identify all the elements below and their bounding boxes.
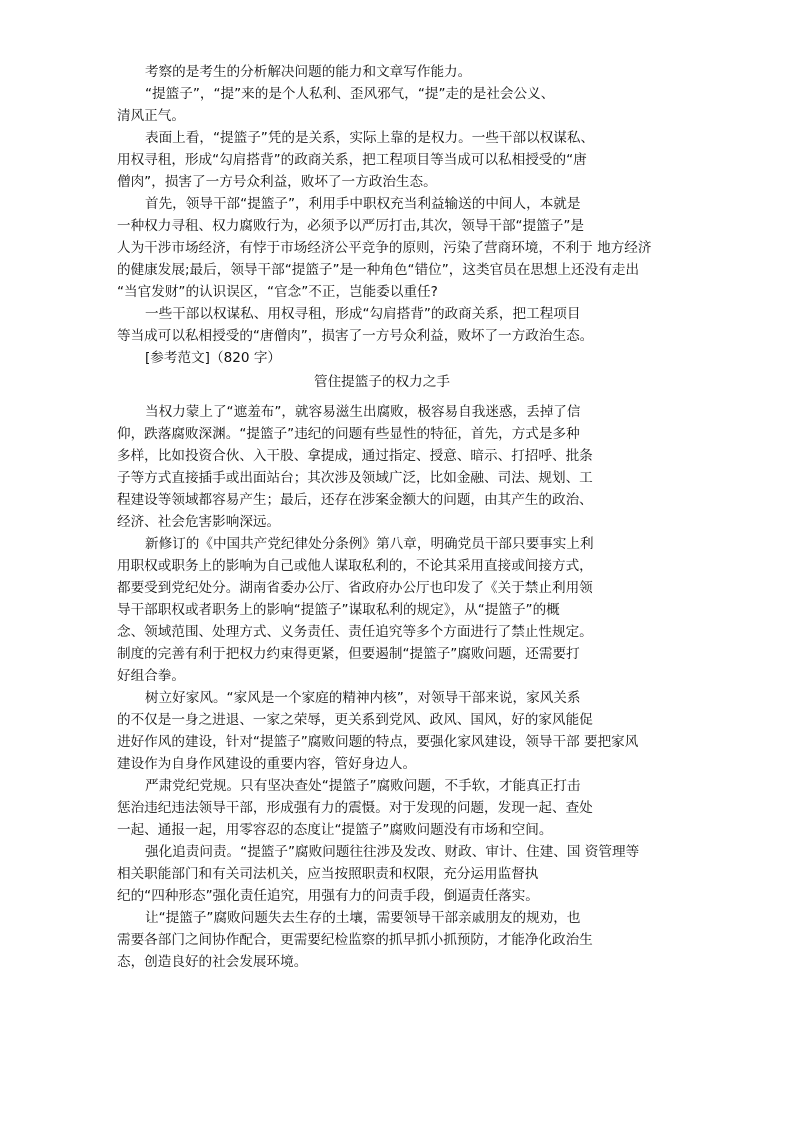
text-line: 子等方式直接插手或出面站台；其次涉及领域广泛，比如金融、司法、规划、工 <box>117 470 593 486</box>
text-line: 首先，领导干部“提篮子”，利用手中职权充当利益输送的中间人，本就是 <box>145 196 581 212</box>
text-line: 态，创造良好的社会发展环境。 <box>117 954 308 970</box>
text-line: 新修订的《中国共产党纪律处分条例》第八章，明确党员干部只要事实上利 <box>145 536 594 552</box>
text-line: 让“提篮子”腐败问题失去生存的土壤，需要领导干部亲戚朋友的规劝，也 <box>145 910 581 926</box>
text-line: 表面上看，“提篮子”凭的是关系，实际上靠的是权力。一些干部以权谋私、 <box>145 130 595 146</box>
text-line: 多样，比如投资合伙、入干股、拿提成，通过指定、授意、暗示、打招呼、批条 <box>117 448 593 464</box>
text-line: 惩治违纪违法领导干部，形成强有力的震慑。对于发现的问题，发现一起、查处 <box>117 800 593 816</box>
text-line: 都要受到党纪处分。湖南省委办公厅、省政府办公厅也印发了《关于禁止利用领 <box>117 580 593 596</box>
text-line: 人为干涉市场经济，有悖于市场经济公平竞争的原则，污染了营商环境，不利于 地方经济 <box>117 240 652 256</box>
text-line: 的健康发展;最后，领导干部“提篮子”是一种角色“错位”，这类官员在思想上还没有走出 <box>117 262 640 278</box>
text-line: 进好作风的建设，针对“提篮子”腐败问题的特点，要强化家风建设，领导干部 要把家风 <box>117 734 639 750</box>
text-line: 的不仅是一身之进退、一家之荣辱，更关系到党风、政风、国风，好的家风能促 <box>117 712 593 728</box>
essay-title: 管住提篮子的权力之手 <box>314 374 450 390</box>
text-line: 好组合拳。 <box>117 668 185 684</box>
text-line: 清风正气。 <box>117 108 185 124</box>
text-line: 用职权或职务上的影响为自己或他人谋取私利的，不论其采用直接或间接方式， <box>117 558 593 574</box>
text-line: 建设作为自身作风建设的重要内容，管好身边人。 <box>117 756 417 772</box>
text-line: 严肃党纪党规。只有坚决查处“提篮子”腐败问题，不手软，才能真正打击 <box>145 778 581 794</box>
text-line: 经济、社会危害影响深远。 <box>117 514 281 530</box>
text-line: 用权寻租，形成“勾肩搭背”的政商关系，把工程项目等当成可以私相授受的“唐 <box>117 152 587 168</box>
text-line: 程建设等领域都容易产生；最后，还存在涉案金额大的问题，由其产生的政治、 <box>117 492 593 508</box>
text-line: 强化追责问责。“提篮子”腐败问题往往涉及发改、财政、审计、住建、国 资管理等 <box>145 844 640 860</box>
text-line: 仰，跌落腐败深渊。“提篮子”违纪的问题有些显性的特征，首先，方式是多种 <box>117 426 580 442</box>
text-line: 树立好家风。“家风是一个家庭的精神内核”，对领导干部来说，家风关系 <box>145 690 581 706</box>
text-line: 考察的是考生的分析解决问题的能力和文章写作能力。 <box>145 64 472 80</box>
text-line: 一起、通报一起，用零容忍的态度让“提篮子”腐败问题没有市场和空间。 <box>117 822 553 838</box>
text-line: 一些干部以权谋私、用权寻租，形成“勾肩搭背”的政商关系，把工程项目 <box>145 306 581 322</box>
text-line: 一种权力寻租、权力腐败行为，必须予以严厉打击,其次，领导干部“提篮子”是 <box>117 218 584 234</box>
text-line: 等当成可以私相授受的“唐僧肉”，损害了一方号众利益，败坏了一方政治生态。 <box>117 328 594 344</box>
text-line: 僧肉”，损害了一方号众利益，败坏了一方政治生态。 <box>117 174 437 190</box>
text-line: 需要各部门之间协作配合，更需要纪检监察的抓早抓小抓预防，才能净化政治生 <box>117 932 593 948</box>
text-line: 导干部职权或者职务上的影响“提篮子”谋取私利的规定》，从“提篮子”的概 <box>117 602 560 618</box>
text-line: 相关职能部门和有关司法机关，应当按照职责和权限，充分运用监督执 <box>117 866 539 882</box>
text-line: “当官发财”的认识误区，“官念”不正，岂能委以重任? <box>117 284 438 300</box>
reference-label: [参考范文]（820 字） <box>145 350 282 366</box>
text-line: 纪的“四种形态”强化责任追究，用强有力的问责手段，倒逼责任落实。 <box>117 888 539 904</box>
text-line: 制度的完善有利于把权力约束得更紧，但要遏制“提篮子”腐败问题，还需要打 <box>117 646 580 662</box>
text-line: 念、领域范围、处理方式、义务责任、责任追究等多个方面进行了禁止性规定。 <box>117 624 593 640</box>
text-line: “提篮子”，“提”来的是个人私利、歪风邪气，“提”走的是社会公义、 <box>145 86 555 102</box>
text-line: 当权力蒙上了“遮羞布”，就容易滋生出腐败，极容易自我迷惑，丢掉了信 <box>145 404 581 420</box>
